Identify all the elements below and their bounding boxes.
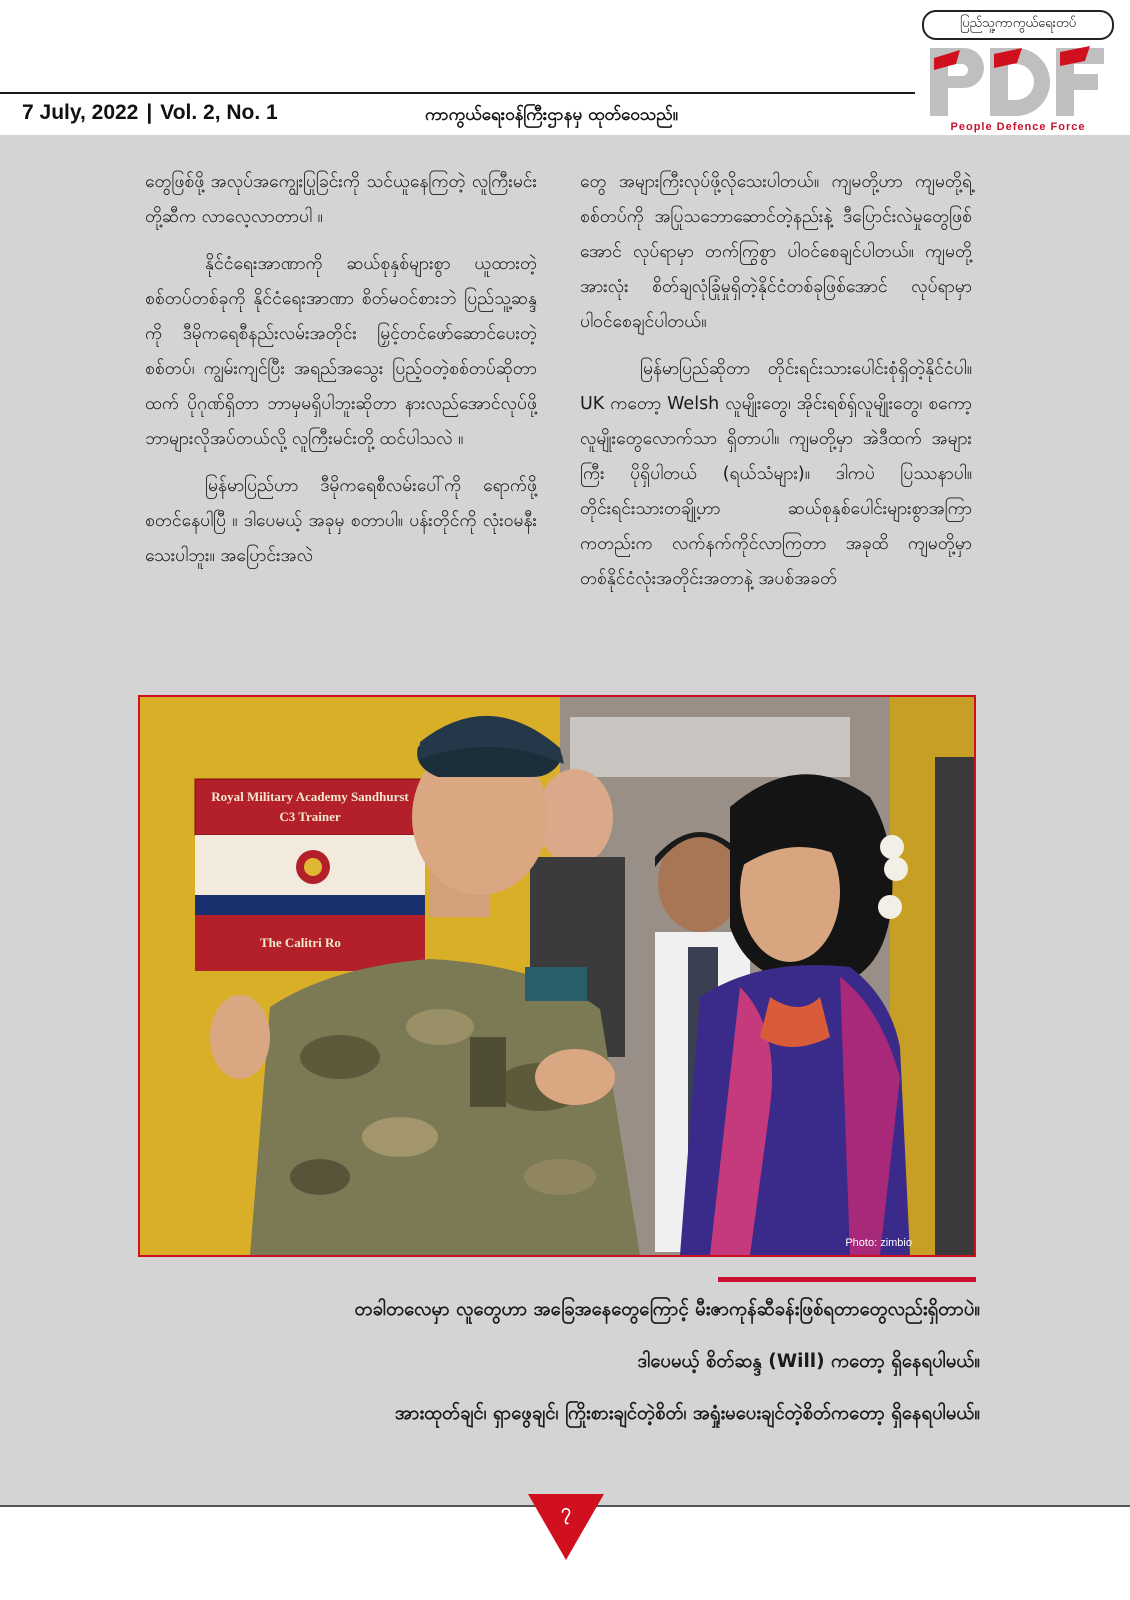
header-rule bbox=[0, 92, 915, 94]
article-paragraph: တွေ အများကြီးလုပ်ဖို့လိုသေးပါတယ်။ ကျမတို့ဟာ ကျမတို့ရဲ့ စစ်တပ်ကို အပြုသဘောဆောင်တဲ့နည်းနဲ့ ဒီပြောင်းလဲမှုတွေဖြစ်အောင် လုပ်ရာမှာ တက်ကြွစွာ ပါဝင်စေချင်ပါတယ်။ ကျမတို့အားလုံး စိတ်ချလုံခြုံမှုရှိတဲ့နိုင်ငံတစ်ခုဖြစ်အောင် လုပ်ရာမှာ ပါဝင်စေချင်ပါတယ်။ bbox=[580, 172, 972, 332]
photo-sign-bottom: The Calitri Ro bbox=[260, 935, 341, 950]
pull-quote-line: အားထုတ်ချင်၊ ရှာဖွေချင်၊ ကြိုးစားချင်တဲ့စိတ်၊ အရှုံးမပေးချင်တဲ့စိတ်ကတော့ ရှိနေရပါမယ်။ bbox=[394, 1403, 980, 1424]
page-number: ၇ bbox=[560, 1500, 572, 1521]
article-paragraph: မြန်မာပြည်ဆိုတာ တိုင်းရင်းသားပေါင်းစုံရှိတဲ့နိုင်ငံပါ။ UK ကတော့ Welsh လူမျိုးတွေ၊ အိုင်းရစ်ရှ်လူမျိုးတွေ၊ စကော့လူမျိုးတွေလောက်သာ ရှိတာပါ။ ကျမတို့မှာ အဲဒီထက် အများကြီး ပိုရှိပါတယ် (ရယ်သံများ)။ ဒါကပဲ ပြဿနာပါ။ တိုင်းရင်းသားတချို့ဟာ ဆယ်စုနှစ်ပေါင်းများစွာအကြာကတည်းက လက်နက်ကိုင်လာကြတာ အခုထိ ကျမတို့မှာ တစ်နိုင်ငံလုံးအတိုင်းအတာနဲ့ အပစ်အခတ် bbox=[580, 359, 972, 589]
pull-quote-line: တခါတလေမှာ လူတွေဟာ အခြေအနေတွေကြောင့် မီးဇာကုန်ဆီခန်းဖြစ်ရတာတွေလည်းရှိတာပဲ။ bbox=[354, 1299, 980, 1320]
pull-quote-line: ဒါပေမယ့် စိတ်ဆန္ဒ (Will) ကတော့ ရှိနေရပါမယ်။ bbox=[637, 1351, 980, 1372]
article-column-right bbox=[580, 165, 972, 609]
issue-date: 7 July, 2022 bbox=[22, 101, 139, 124]
photo-sign-line1: Royal Military Academy Sandhurst bbox=[211, 789, 409, 804]
logo-letters-graphic bbox=[928, 44, 1108, 120]
issue-volume: Vol. 2, No. 1 bbox=[160, 101, 278, 124]
article-paragraph: နိုင်ငံရေးအာဏာကို ဆယ်စုနှစ်များစွာ ယူထားတဲ့စစ်တပ်တစ်ခုကို နိုင်ငံရေးအာဏာ စိတ်မဝင်စားဘဲ ပြည်သူ့ဆန္ဒကို ဒီမိုကရေစီနည်းလမ်းအတိုင်း မြှင့်တင်ဖော်ဆောင်ပေးတဲ့စစ်တပ်၊ ကျွမ်းကျင်ပြီး အရည်အသွေး ပြည့်ဝတဲ့စစ်တပ်ဆိုတာ ထက် ပိုဂုဏ်ရှိတာ ဘာမှမရှိပါဘူးဆိုတာ နားလည်အောင်လုပ်ဖို့ဘာများလိုအပ်တယ်လို့ လူကြီးမင်းတို့ ထင်ပါသလဲ ။ bbox=[145, 254, 537, 449]
logo-subtitle: People Defence Force bbox=[950, 121, 1086, 133]
photo-illustration bbox=[140, 697, 974, 1255]
article-photo bbox=[138, 695, 976, 1257]
logo-burmese-text: ပြည်သူ့ကာကွယ်ရေးတပ် bbox=[922, 10, 1114, 40]
photo-sign-line2: C3 Trainer bbox=[279, 809, 341, 824]
quote-accent-rule bbox=[718, 1277, 976, 1282]
page-number-badge bbox=[524, 1492, 608, 1562]
article-paragraph: မြန်မာပြည်ဟာ ဒီမိုကရေစီလမ်းပေါ်ကို ရောက်ဖို့ စတင်နေပါပြီ ။ ဒါပေမယ့် အခုမှ စတာပါ။ ပန်းတိုင်ကို လုံးဝမနီးသေးပါဘူး။ အပြောင်းအလဲ bbox=[145, 476, 537, 566]
publisher-line: ကာကွယ်ရေးဝန်ကြီးဌာနမှ ထုတ်ဝေသည်။ bbox=[425, 105, 678, 125]
issue-separator: | bbox=[146, 101, 153, 124]
pdf-logo bbox=[918, 4, 1118, 134]
issue-info bbox=[22, 101, 278, 125]
photo-credit: Photo: zimbio bbox=[845, 1237, 912, 1249]
article-paragraph: တွေဖြစ်ဖို့ အလုပ်အကျွေးပြုခြင်းကို သင်ယူနေကြတဲ့ လူကြီးမင်းတို့ဆီက လာလေ့လာတာပါ ။ bbox=[145, 172, 537, 227]
article-column-left bbox=[145, 165, 537, 586]
